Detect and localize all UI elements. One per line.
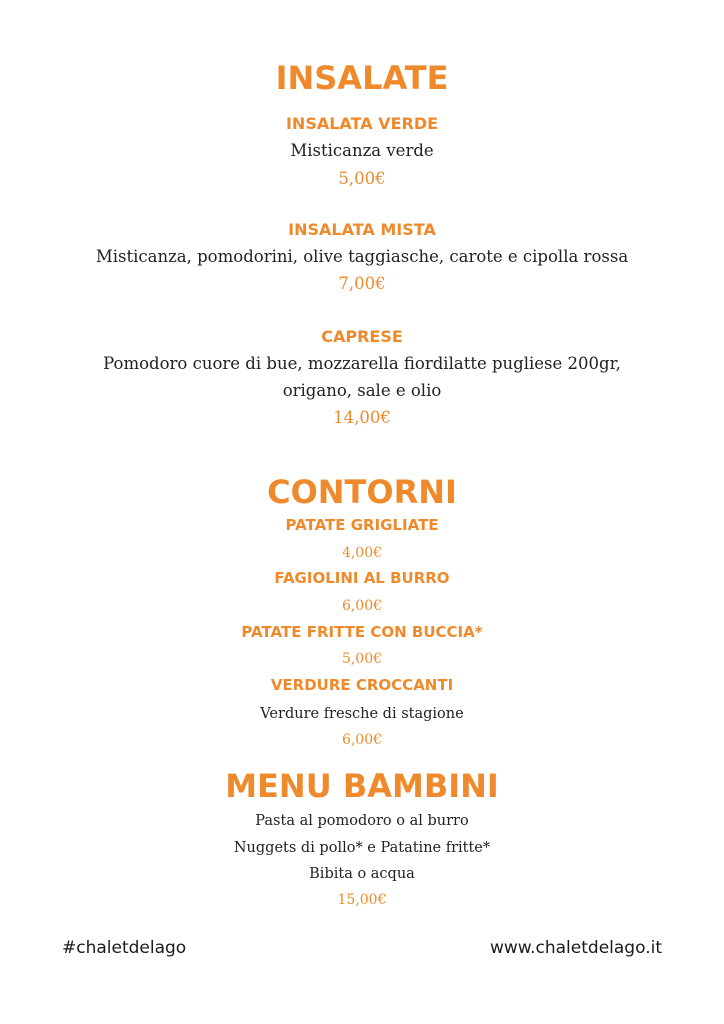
- footer-hashtag: #chaletdelago: [62, 938, 187, 958]
- item-name-patate-grigliate: PATATE GRIGLIATE: [285, 516, 439, 534]
- item-name-insalata-mista: INSALATA MISTA: [288, 220, 436, 239]
- item-description-caprese-line1: Pomodoro cuore di bue, mozzarella fiordilatte pugliese 200gr,: [103, 354, 621, 373]
- item-description-caprese-line2: origano, sale e olio: [282, 381, 442, 400]
- item-description-insalata-verde: Misticanza verde: [290, 141, 434, 160]
- footer-website: www.chaletdelago.it: [489, 938, 662, 958]
- section-title-insalate: INSALATE: [275, 59, 449, 97]
- item-name-patate-fritte-con-buccia: PATATE FRITTE CON BUCCIA*: [241, 623, 483, 641]
- item-price-patate-grigliate: 4,00€: [341, 545, 383, 561]
- section-title-contorni: CONTORNI: [267, 473, 457, 511]
- item-name-caprese: CAPRESE: [321, 327, 403, 346]
- menu-bambini-price: 15,00€: [337, 892, 387, 908]
- menu-bambini-line-2: Nuggets di pollo* e Patatine fritte*: [233, 840, 491, 856]
- item-price-fagiolini-al-burro: 6,00€: [341, 598, 383, 614]
- item-price-patate-fritte-con-buccia: 5,00€: [341, 651, 383, 667]
- item-price-caprese: 14,00€: [333, 408, 391, 427]
- menu-bambini-line-1: Pasta al pomodoro o al burro: [255, 813, 469, 829]
- section-title-menu-bambini: MENU BAMBINI: [225, 767, 499, 805]
- item-name-verdure-croccanti: VERDURE CROCCANTI: [270, 676, 454, 694]
- item-description-insalata-mista: Misticanza, pomodorini, olive taggiasche, carote e cipolla rossa: [95, 247, 629, 266]
- item-description-verdure-croccanti: Verdure fresche di stagione: [260, 706, 464, 722]
- item-name-insalata-verde: INSALATA VERDE: [285, 114, 439, 133]
- item-price-insalata-verde: 5,00€: [338, 169, 386, 188]
- item-price-verdure-croccanti: 6,00€: [341, 732, 383, 748]
- menu-bambini-line-3: Bibita o acqua: [309, 866, 415, 882]
- item-price-insalata-mista: 7,00€: [338, 274, 386, 293]
- item-name-fagiolini-al-burro: FAGIOLINI AL BURRO: [274, 569, 450, 587]
